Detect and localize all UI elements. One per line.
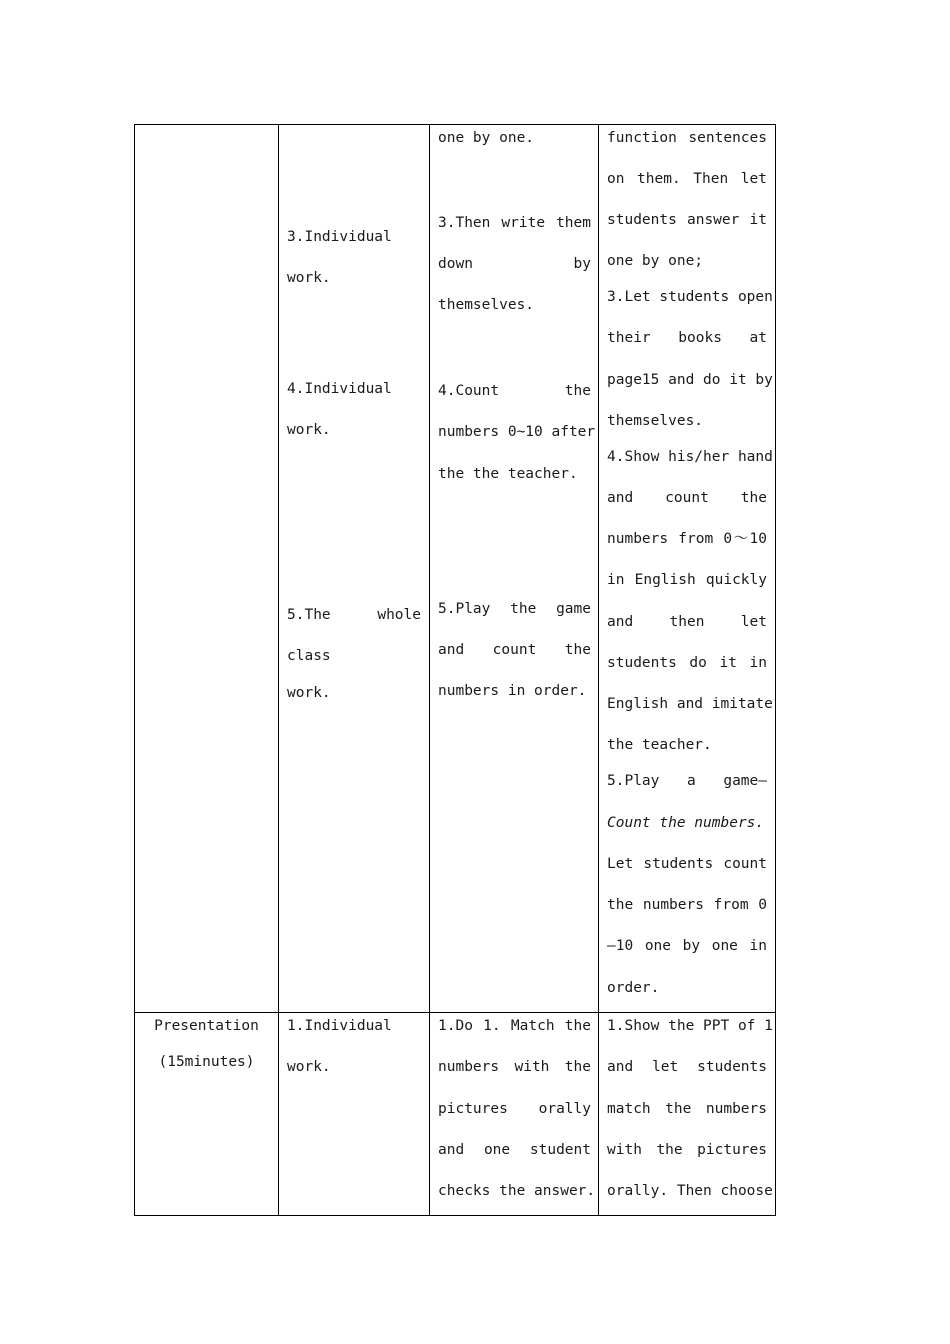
teacher-line: the teacher.	[607, 737, 712, 753]
teacher-line: —10 one by one in	[607, 938, 767, 954]
student-line: 1.Do 1. Match the	[438, 1018, 591, 1034]
activity-line: work.	[287, 270, 331, 286]
column-divider-3	[598, 124, 599, 1216]
column-divider-1	[278, 124, 279, 1216]
teacher-line: page15 and do it by	[607, 372, 773, 388]
teacher-line: themselves.	[607, 413, 704, 429]
activity-line: class	[287, 648, 331, 664]
teacher-line: Let students count	[607, 856, 767, 872]
table-border-bottom	[134, 1215, 776, 1216]
teacher-line: on them. Then let	[607, 171, 767, 187]
teacher-line: function sentences	[607, 130, 767, 146]
student-line: 5.Play the game	[438, 601, 591, 617]
teacher-line: the numbers from 0	[607, 897, 767, 913]
table-border-right	[775, 124, 776, 1216]
teacher-line: 5.Play a game—	[607, 773, 767, 789]
student-line: numbers in order.	[438, 683, 587, 699]
activity-line: work.	[287, 685, 331, 701]
teacher-line: 3.Let students open	[607, 289, 773, 305]
student-line: numbers with the	[438, 1059, 591, 1075]
teacher-line: and let students	[607, 1059, 767, 1075]
teacher-line: and then let	[607, 614, 767, 630]
teacher-line: in English quickly	[607, 572, 767, 588]
student-line: pictures orally	[438, 1101, 591, 1117]
student-line: numbers 0~10 after	[438, 424, 596, 440]
activity-line: 5.The whole	[287, 607, 421, 623]
student-line: and one student	[438, 1142, 591, 1158]
teacher-line: 4.Show his/her hand	[607, 449, 773, 465]
activity-line: work.	[287, 1059, 331, 1075]
student-line: themselves.	[438, 297, 535, 313]
activity-line: 1.Individual	[287, 1018, 392, 1034]
stage-cell	[135, 0, 278, 1215]
student-activity-cell	[438, 0, 596, 1215]
teacher-line: with the pictures	[607, 1142, 767, 1158]
activity-cell	[287, 0, 421, 1215]
teacher-line: numbers from 0～10	[607, 531, 767, 547]
student-line: checks the answer.	[438, 1183, 596, 1199]
activity-line: 4.Individual	[287, 381, 392, 397]
teacher-line: students answer it	[607, 212, 767, 228]
student-line: the the teacher.	[438, 466, 578, 482]
teacher-line-game-name: Count the numbers.	[607, 815, 765, 831]
teacher-line: order.	[607, 980, 660, 996]
teacher-activity-cell	[607, 0, 773, 1215]
column-divider-2	[429, 124, 430, 1216]
stage-label: Presentation	[154, 1018, 259, 1034]
activity-line: work.	[287, 422, 331, 438]
teacher-line: orally. Then choose	[607, 1183, 773, 1199]
student-line: and count the	[438, 642, 591, 658]
student-line: one by one.	[438, 130, 535, 146]
teacher-line: one by one;	[607, 253, 704, 269]
activity-line: 3.Individual	[287, 229, 392, 245]
teacher-line: their books at	[607, 330, 767, 346]
teacher-line: match the numbers	[607, 1101, 767, 1117]
teacher-line: students do it in	[607, 655, 767, 671]
student-line: down by	[438, 256, 591, 272]
teacher-line: 1.Show the PPT of 1	[607, 1018, 773, 1034]
student-line: 3.Then write them	[438, 215, 591, 231]
teacher-line: and count the	[607, 490, 767, 506]
student-line: 4.Count the	[438, 383, 591, 399]
teacher-line: English and imitate	[607, 696, 773, 712]
stage-duration: (15minutes)	[158, 1054, 255, 1070]
